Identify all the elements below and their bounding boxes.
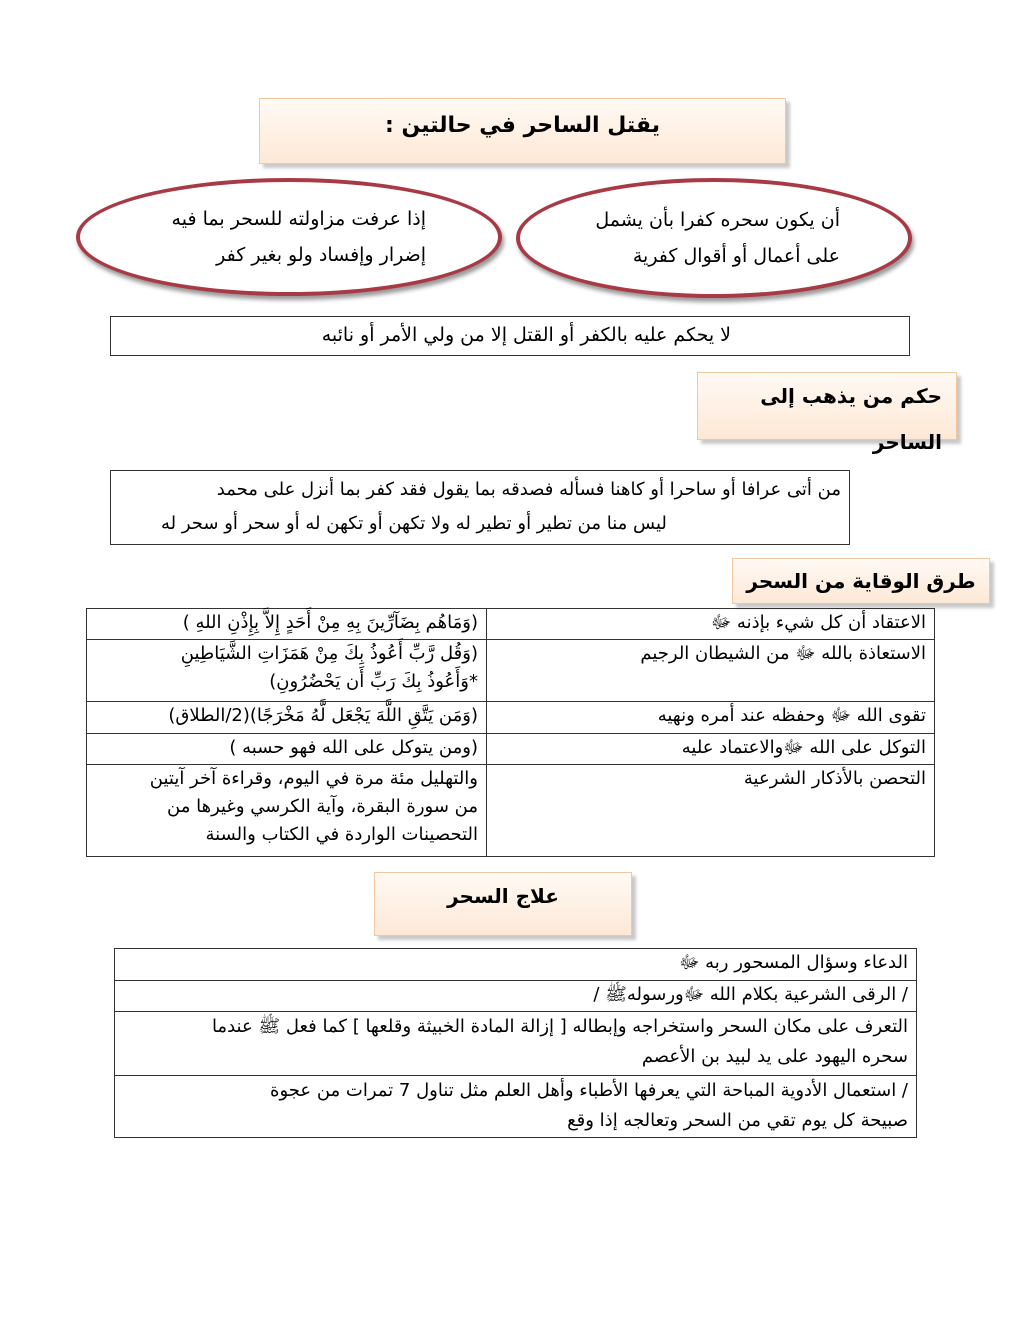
prevention-evidence-line: (وَمَن يَتَّقِ اللَّهَ يَجْعَل لَّهُ مَخْرَجًا)(2/الطلاق) (168, 705, 478, 726)
treatment-cell (115, 1012, 917, 1076)
prevention-method (487, 609, 935, 640)
prevention-method-text: التحصن بالأذكار الشرعية (743, 768, 926, 789)
table-row (115, 981, 917, 1012)
prevention-method (487, 734, 935, 765)
prevention-evidence-line: *وَأَعُوذُ بِكَ رَبِّ أَن يَحْضُرُونِ) (269, 671, 478, 692)
oval-case-harm (76, 178, 502, 296)
table-row (115, 1012, 917, 1076)
prevention-evidence-line: والتهليل مئة مرة في اليوم، وقراءة آخر آيتين (149, 768, 478, 789)
heading-prevention-text: طرق الوقاية من السحر (746, 569, 976, 593)
treatment-line: / استعمال الأدوية المباحة التي يعرفها الأطباء وأهل العلم مثل تناول 7 تمرات من عجوة (270, 1080, 908, 1101)
visitor-hadith-line1: من أتى عرافا أو ساحرا أو كاهنا فسأله فصدقه بما يقول فقد كفر بما أنزل على محمد (216, 479, 841, 500)
oval-case-kufr-line1: أن يكون سحره كفرا بأن يشمل (595, 209, 840, 231)
prevention-evidence-line: (ومن يتوكل على الله فهو حسبه ) (229, 737, 478, 758)
table-row (87, 640, 935, 702)
heading-treatment-text: علاج السحر (447, 884, 559, 908)
heading-visiting-sorcerer (697, 372, 957, 454)
prevention-method (487, 765, 935, 857)
prevention-evidence (87, 734, 487, 765)
prevention-evidence-line: التحصينات الواردة في الكتاب والسنة (205, 824, 478, 845)
prevention-evidence-line: (وَقُل رَّبِّ أَعُوذُ بِكَ مِنْ هَمَزَاتِ الشَّيَاطِينِ (180, 643, 478, 664)
prevention-method (487, 702, 935, 734)
prevention-evidence-line: من سورة البقرة، وآية الكرسي وغيرها من (167, 796, 478, 817)
treatment-line: التعرف على مكان السحر واستخراجه وإبطاله [ إزالة المادة الخبيثة وقلعها ] كما فعل ﷺ عندما (211, 1016, 908, 1037)
prevention-method-text: الاستعاذة بالله ﷻ من الشيطان الرجيم (640, 643, 926, 664)
prevention-method (487, 640, 935, 702)
oval-case-kufr-line2: على أعمال أو أقوال كفرية (632, 245, 840, 267)
treatment-cell (115, 981, 917, 1012)
prevention-evidence (87, 765, 487, 857)
prevention-evidence (87, 609, 487, 640)
visitor-hadith-line2: ليس منا من تطير أو تطير له ولا تكهن أو تكهن له أو سحر أو سحر له (161, 513, 667, 534)
heading-prevention (732, 558, 990, 604)
heading-two-cases (259, 98, 786, 164)
prevention-table (86, 608, 935, 857)
treatment-table (114, 948, 917, 1138)
treatment-line: سحره اليهود على يد لبيد بن الأعصم (641, 1046, 908, 1067)
prevention-method-text: الاعتقاد أن كل شيء بإذنه ﷻ (710, 612, 926, 633)
prevention-method-text: التوكل على الله ﷻوالاعتماد عليه (681, 737, 926, 758)
ruling-text: لا يحكم عليه بالكفر أو القتل إلا من ولي الأمر أو نائبه (321, 324, 731, 346)
prevention-evidence-line: (وَمَاهُم بِضَآرِّينَ بِهِ مِنْ أَحَدٍ إِلاَّ بِإِذْنِ اللهِ ) (182, 612, 478, 633)
table-row (87, 734, 935, 765)
ruling-box (110, 316, 910, 356)
prevention-method-text: تقوى الله ﷻ وحفظه عند أمره ونهيه (657, 705, 926, 726)
treatment-line: / الرقى الشرعية بكلام الله ﷻورسولهﷺ / (593, 984, 908, 1005)
treatment-line: صبيحة كل يوم تقي من السحر وتعالجه إذا وقع (567, 1110, 908, 1131)
heading-treatment (374, 872, 632, 936)
oval-case-kufr (516, 178, 912, 298)
heading-two-cases-text: يقتل الساحر في حالتين : (385, 113, 660, 138)
visitor-hadith-box (110, 470, 850, 545)
treatment-cell (115, 949, 917, 981)
table-row (87, 702, 935, 734)
treatment-line: الدعاء وسؤال المسحور ربه ﷻ (679, 952, 908, 973)
table-row (115, 1076, 917, 1138)
prevention-evidence (87, 702, 487, 734)
oval-case-harm-line1: إذا عرفت مزاولته للسحر بما فيه (171, 208, 426, 230)
table-row (87, 765, 935, 857)
table-row (87, 609, 935, 640)
heading-visiting-sorcerer-text: حكم من يذهب إلى الساحر (760, 384, 942, 454)
treatment-cell (115, 1076, 917, 1138)
prevention-evidence (87, 640, 487, 702)
oval-case-harm-line2: إضرار وإفساد ولو بغير كفر (216, 244, 426, 266)
table-row (115, 949, 917, 981)
